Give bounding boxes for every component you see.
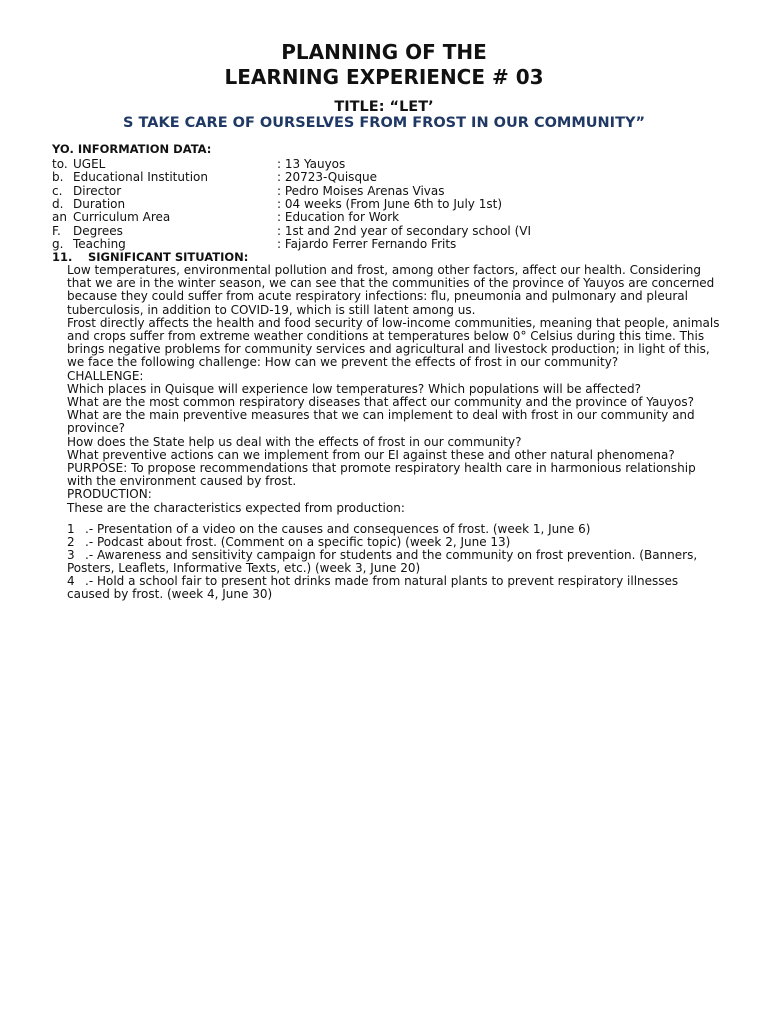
situation-paragraph: Frost directly affects the health and food security of low-income communities, meaning that people, animals and crops suffer from extreme weather conditions at temperatures below 0° Celsius during this time. This brings negative problems for community services and agricultural and livestock production; in light of this, we face the following challenge: How can we prevent the effects of frost in our community?	[67, 315, 720, 370]
list-item-number: 3	[67, 548, 75, 562]
list-item-number: 2	[67, 535, 75, 549]
production-label: PRODUCTION:	[67, 487, 152, 502]
info-row-marker: c.	[52, 183, 63, 198]
info-row-institution	[52, 171, 732, 184]
info-row-director	[52, 185, 732, 198]
info-row-label: Curriculum Area	[73, 210, 171, 225]
info-row-marker: to.	[52, 157, 68, 171]
subtitle-line-1: TITLE: “LET’	[334, 99, 434, 115]
info-row-value: : 13 Yauyos	[277, 157, 346, 171]
info-row-value: : Education for Work	[277, 210, 400, 225]
info-row-value: : 1st and 2nd year of secondary school (VI	[277, 223, 532, 238]
info-row-label: Educational Institution	[73, 170, 208, 185]
info-row-degrees	[52, 225, 732, 238]
info-row-value: : Pedro Moises Arenas Vivas	[277, 183, 445, 198]
info-row-label: Duration	[73, 196, 126, 211]
info-row-value: : Fajardo Ferrer Fernando Frits	[277, 236, 457, 251]
document-title-line-1: PLANNING OF THE	[281, 40, 487, 64]
production-list	[67, 523, 722, 601]
info-row-marker: d.	[52, 196, 64, 211]
info-row-marker: g.	[52, 236, 64, 251]
list-item-text: .- Hold a school fair to present hot drinks made from natural plants to prevent respiratory illnesses caused by frost. (week 4, June 30)	[67, 574, 679, 601]
info-row-duration	[52, 198, 732, 211]
subtitle-line-2: S TAKE CARE OF OURSELVES FROM FROST IN OUR COMMUNITY”	[123, 115, 645, 131]
challenge-question: Which places in Quisque will experience low temperatures? Which populations will be affected?	[67, 381, 641, 396]
info-row-curriculum-area	[52, 211, 732, 224]
challenge-question: What are the main preventive measures that we can implement to deal with frost in our community and province?	[67, 408, 695, 436]
info-row-label: UGEL	[73, 157, 106, 171]
list-item-text: .- Podcast about frost. (Comment on a specific topic) (week 2, June 13)	[85, 535, 511, 549]
info-row-label: Director	[73, 183, 122, 198]
info-row-ugel	[52, 158, 732, 171]
list-item-text: .- Presentation of a video on the causes and consequences of frost. (week 1, June 6)	[85, 522, 591, 536]
info-row-marker: F.	[52, 223, 61, 238]
info-row-marker: b.	[52, 170, 64, 185]
challenge-label: CHALLENGE:	[67, 368, 144, 383]
info-row-value: : 20723-Quisque	[277, 170, 378, 185]
document-title-line-2: LEARNING EXPERIENCE # 03	[224, 65, 544, 89]
situation-paragraph: Low temperatures, environmental pollution and frost, among other factors, affect our health. Considering that we are in the winter season, we can see that the communities of the province of Yauyos are concerned because they could suffer from acute respiratory infections: flu, pneumonia and pulmonary and pleural tuberculosis, in addition to COVID-19, which is still latent among us.	[67, 263, 715, 317]
info-row-label: Teaching	[73, 236, 126, 251]
production-intro: These are the characteristics expected from production:	[67, 500, 405, 515]
list-item-text: .- Awareness and sensitivity campaign for students and the community on frost prevention. (Banners, Posters, Leaflets, Informative Texts, etc.) (week 3, June 20)	[67, 548, 698, 575]
challenge-question-purpose: What preventive actions can we implement from our EI against these and other natural phenomena? PURPOSE: To propose recommendations that promote respiratory health care in harmonious relationship with the environment caused by frost.	[67, 447, 696, 489]
situation-body	[67, 264, 722, 515]
list-item-number: 4	[67, 574, 75, 588]
list-item-number: 1	[67, 522, 75, 536]
challenge-question: What are the most common respiratory diseases that affect our community and the province of Yauyos?	[67, 395, 694, 410]
info-row-marker: an	[52, 210, 67, 225]
situation-heading-number: 11.	[52, 250, 73, 264]
info-row-value: : 04 weeks (From June 6th to July 1st)	[277, 196, 502, 211]
production-list-item	[67, 575, 722, 601]
info-row-label: Degrees	[73, 223, 123, 238]
challenge-question: How does the State help us deal with the effects of frost in our community?	[67, 434, 522, 449]
production-list-item	[67, 549, 722, 575]
situation-heading: SIGNIFICANT SITUATION:	[88, 250, 249, 264]
info-section-heading: YO. INFORMATION DATA:	[52, 142, 212, 156]
